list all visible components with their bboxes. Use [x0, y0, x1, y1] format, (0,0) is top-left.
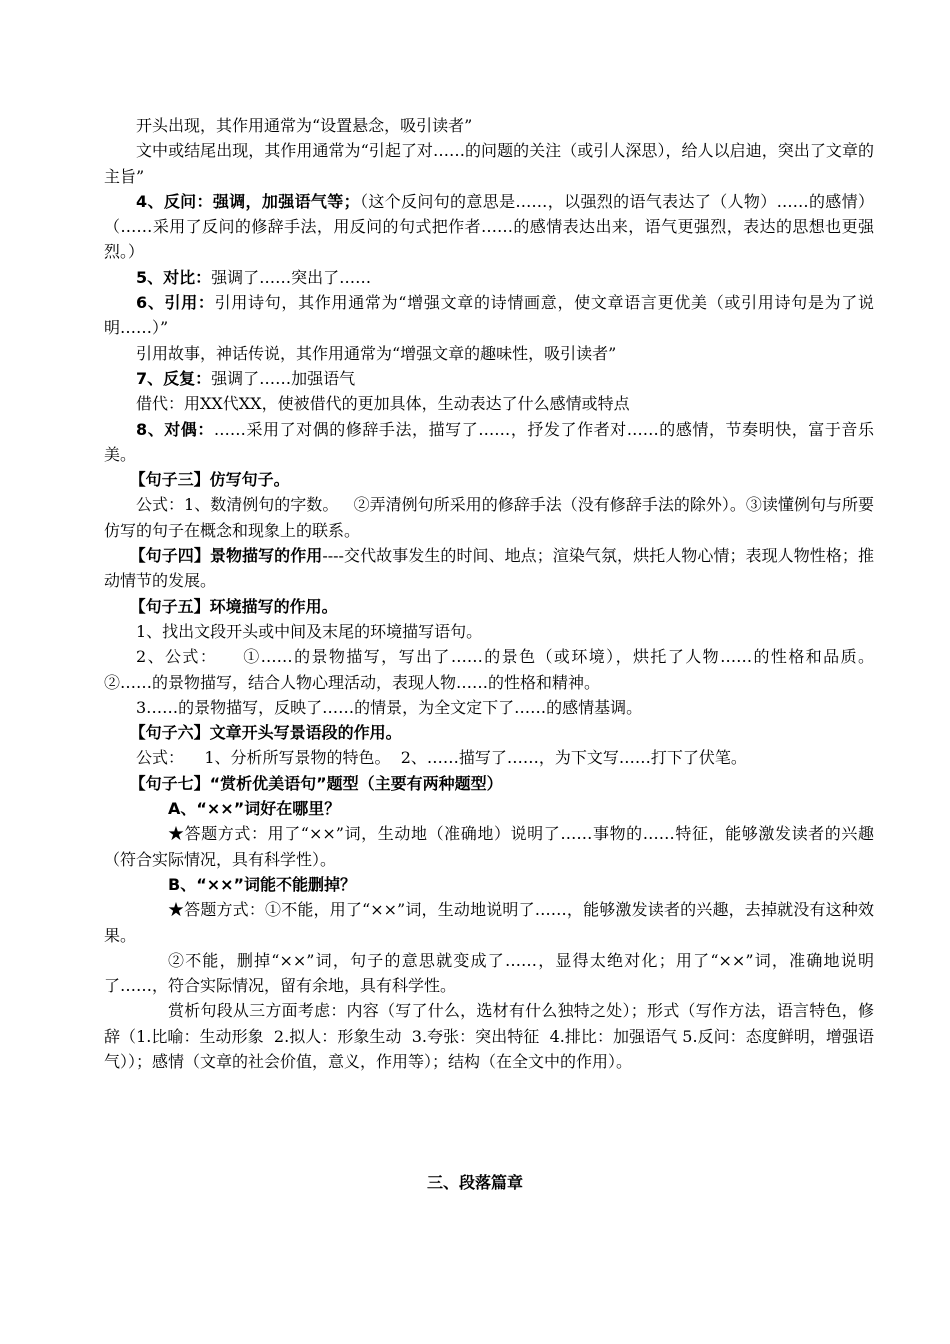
- bold-heading-text: 【句子五】环境描写的作用。: [129, 596, 338, 616]
- body-text: ----交代故事发生的时间、地点；渲染气氛，烘托人物心情；表现人物性格；推动情节的发展。: [104, 546, 874, 591]
- bold-heading-text: 【句子七】“赏析优美语句”题型（主要有两种题型）: [129, 773, 503, 793]
- document-body: [104, 113, 895, 1074]
- paragraph: [104, 265, 874, 290]
- paragraph: [104, 594, 874, 619]
- body-text: 强调了……加强语气: [211, 368, 356, 388]
- bold-heading-text: 4、反问：强调，加强语气等；: [136, 191, 360, 211]
- paragraph: [104, 745, 874, 770]
- body-text: 开头出现，其作用通常为“设置悬念，吸引读者”: [136, 116, 473, 135]
- body-text: （这个反问句的意思是……，以强烈的语气表达了（人物）……的感情） （……采用了反问的修辞手法，用反问的句式把作者……的感情表达出来，语气更强烈，表达的思想也更强烈。）: [104, 191, 885, 262]
- body-text: 1、找出文段开头或中间及末尾的环境描写语句。: [136, 621, 483, 641]
- paragraph: [104, 467, 874, 492]
- body-text: 借代：用XX代XX，使被借代的更加具体，生动表达了什么感情或特点: [136, 394, 630, 414]
- paragraph: [104, 720, 874, 745]
- bold-heading-text: 6、引用：: [136, 293, 215, 313]
- paragraph: [104, 695, 874, 720]
- paragraph: [104, 391, 874, 416]
- bold-heading-text: A、“××”词好在哪里？: [168, 799, 341, 819]
- paragraph: [104, 366, 874, 391]
- body-text: ②不能，删掉“××”词，句子的意思就变成了……，显得太绝对化；用了“××”词，准确地说明了……，符合实际情况，留有余地，具有科学性。: [104, 950, 874, 996]
- section-title: 三、段落篇章: [426, 1173, 523, 1192]
- paragraph: [104, 543, 874, 594]
- paragraph: [104, 417, 874, 468]
- bold-heading-text: 【句子四】景物描写的作用: [129, 546, 323, 566]
- body-text: 引用故事，神话传说，其作用通常为“增强文章的趣味性，吸引读者”: [136, 343, 617, 363]
- body-text: 强调了……突出了……: [211, 267, 372, 287]
- paragraph: [104, 771, 874, 796]
- paragraph: [104, 897, 874, 948]
- paragraph: [104, 138, 874, 189]
- body-text: 引用诗句，其作用通常为“增强文章的诗情画意，使文章语言更优美（或引用诗句是为了说明……）”: [104, 293, 874, 338]
- bold-heading-text: 8、对偶：: [136, 419, 214, 439]
- paragraph: [104, 290, 874, 341]
- body-text: 公式：1、数清例句的字数。 ②弄清例句所采用的修辞手法（没有修辞手法的除外）。③读懂例句与所要仿写的句子在概念和现象上的联系。: [104, 495, 874, 540]
- paragraph: [104, 821, 874, 872]
- body-text: ……采用了对偶的修辞手法，描写了……，抒发了作者对……的感情，节奏明快，富于音乐美。: [104, 419, 874, 464]
- body-text: 文中或结尾出现，其作用通常为“引起了对……的问题的关注（或引人深思），给人以启迪，突出了文章的主旨”: [104, 141, 874, 186]
- paragraph: [104, 998, 874, 1074]
- paragraph: [104, 796, 874, 821]
- paragraph: [104, 644, 895, 695]
- body-text: 2、公式： ①……的景物描写，写出了……的景色（或环境），烘托了人物……的性格和品质。 ②……的景物描写，结合人物心理活动，表现人物……的性格和精神。: [104, 647, 895, 692]
- body-text: ★答题方式：用了“××”词，生动地（准确地）说明了……事物的……特征，能够激发读者的兴趣（符合实际情况，具有科学性）。: [104, 824, 874, 869]
- body-text: ★答题方式：①不能，用了“××”词，生动地说明了……，能够激发读者的兴趣，去掉就没有这种效果。: [104, 900, 874, 945]
- body-text: 3……的景物描写，反映了……的情景，为全文定下了……的感情基调。: [136, 697, 643, 717]
- paragraph: [104, 619, 874, 644]
- paragraph: [104, 948, 874, 999]
- bold-heading-text: 【句子六】文章开头写景语段的作用。: [129, 723, 402, 743]
- paragraph: [104, 872, 874, 897]
- paragraph: [104, 341, 874, 366]
- paragraph: [104, 113, 874, 138]
- paragraph: [104, 492, 874, 543]
- body-text: 公式： 1、分析所写景物的特色。 2、……描写了……，为下文写……打下了伏笔。: [136, 748, 747, 768]
- body-text: 赏析句段从三方面考虑：内容（写了什么，选材有什么独特之处）；形式（写作方法，语言特色，修辞（1.比喻：生动形象 2.拟人：形象生动 3.夸张：突出特征 4.排比：加强语气 5.反问：态度鲜明，增强语气））；感情（文章的社会价值，意义，作用等）；结构（在全文中的作用）。: [104, 1001, 874, 1071]
- bold-heading-text: B、“××”词能不能删掉？: [168, 874, 357, 894]
- bold-heading-text: 【句子三】仿写句子。: [129, 470, 290, 490]
- bold-heading-text: 7、反复：: [136, 368, 212, 388]
- paragraph: [104, 189, 885, 265]
- bold-heading-text: 5、对比：: [136, 267, 212, 287]
